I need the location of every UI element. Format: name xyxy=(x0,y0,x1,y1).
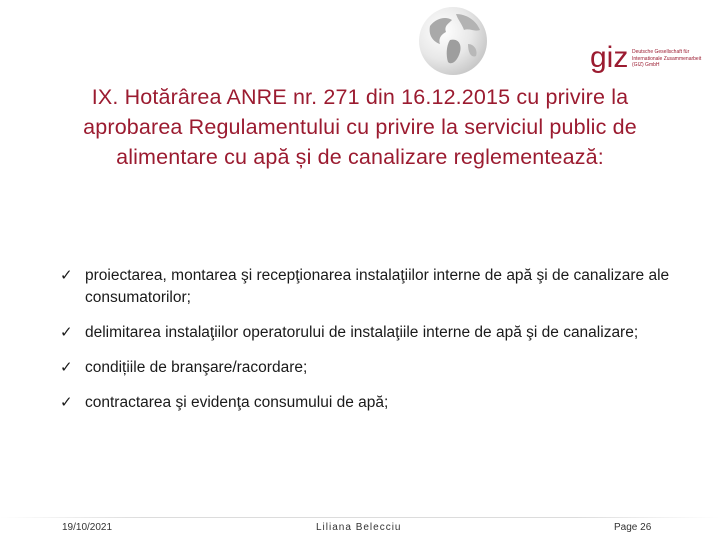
logo-text: Deutsche Gesellschaft für Internationale Zusammenarbeit (GIZ) GmbH xyxy=(632,49,702,68)
checkmark-icon: ✓ xyxy=(60,324,73,341)
checkmark-icon: ✓ xyxy=(60,394,73,411)
bullet-list xyxy=(60,265,680,414)
list-item xyxy=(60,357,680,379)
slide-title: IX. Hotărârea ANRE nr. 271 din 16.12.2015 cu privire la aprobarea Regulamentului cu privire la serviciul public de alimentare cu apă și de canalizare reglementează: xyxy=(83,85,637,169)
footer-divider xyxy=(0,517,720,518)
list-item xyxy=(60,265,680,309)
list-item xyxy=(60,322,680,344)
logo-mark: giz xyxy=(590,41,629,74)
checkmark-icon: ✓ xyxy=(60,359,73,376)
list-item xyxy=(60,392,680,414)
footer-page-number: Page 26 xyxy=(614,522,652,533)
giz-logo xyxy=(590,41,702,78)
list-item-text: contractarea şi evidenţa consumului de apă; xyxy=(85,394,389,411)
footer-date: 19/10/2021 xyxy=(62,522,113,533)
list-item-text: delimitarea instalaţiilor operatorului de instalaţiile interne de apă şi de canalizare; xyxy=(85,324,639,341)
footer-author: Liliana Belecciu xyxy=(316,522,402,533)
checkmark-icon: ✓ xyxy=(60,267,73,284)
list-item-text: condițiile de branşare/racordare; xyxy=(85,359,308,376)
list-item-text: proiectarea, montarea şi recepţionarea instalaţiilor interne de apă şi de canalizare ale consumatorilor; xyxy=(85,267,670,306)
globe-icon xyxy=(416,4,490,78)
